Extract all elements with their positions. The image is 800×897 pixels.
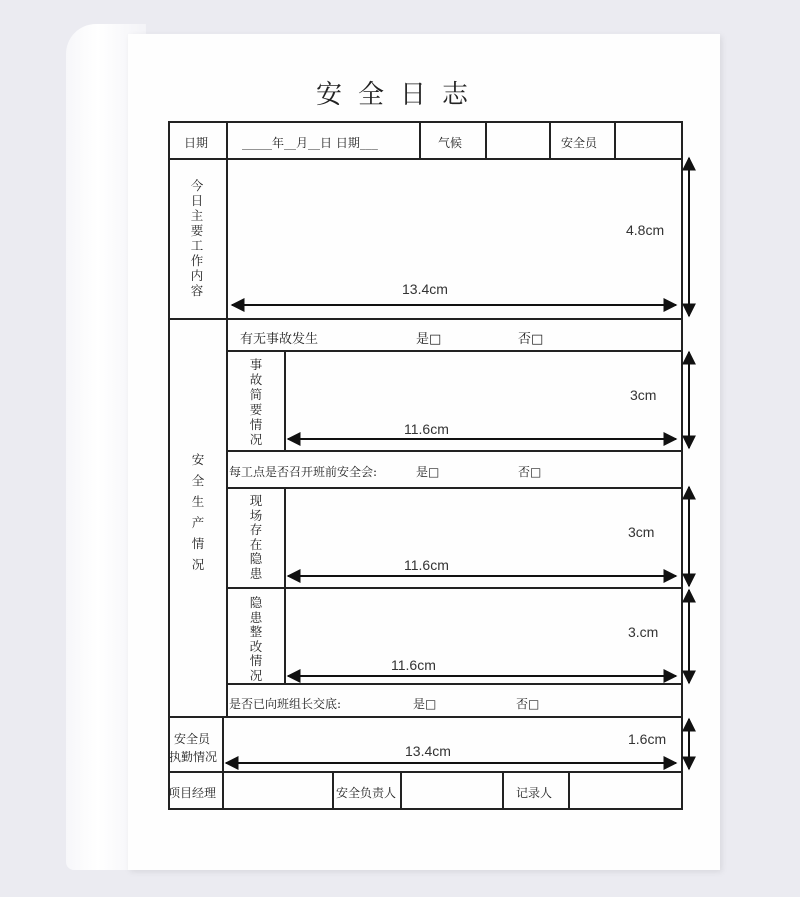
safety-officer-label: 安全员 [561,136,598,150]
accident-summary-height: 3cm [630,387,657,403]
work-content-label: 今日主要工作内容 [190,178,204,298]
accident-yes-checkbox[interactable]: 是□ [416,332,442,347]
briefing-question: 是否已向班组长交底: [229,697,342,711]
officer-duty-label-2: 执勤情况 [169,750,218,764]
page-title: 安全日志 [315,80,484,110]
hazards-label: 现场存在隐患 [249,493,263,581]
project-manager-label: 项目经理 [168,786,217,800]
date-field[interactable]: _____年__月__日 日期___ [242,136,378,150]
weather-label: 气候 [438,136,463,150]
meeting-no-checkbox[interactable]: 否□ [518,465,542,479]
accident-summary-label: 事故简要情况 [249,357,263,447]
recorder-label: 记录人 [516,786,553,800]
meeting-yes-checkbox[interactable]: 是□ [416,465,440,479]
safety-head-label: 安全负责人 [336,786,397,800]
rectification-width: 11.6cm [391,657,436,673]
rectification-height: 3.cm [628,624,659,640]
officer-duty-height: 1.6cm [628,731,667,747]
date-label: 日期 [184,136,209,150]
accident-summary-width: 11.6cm [404,421,449,437]
briefing-yes-checkbox[interactable]: 是□ [413,697,437,711]
hazards-width: 11.6cm [404,557,449,573]
work-content-width: 13.4cm [402,281,448,297]
work-content-height: 4.8cm [626,222,665,238]
accident-no-checkbox[interactable]: 否□ [518,332,544,347]
rectification-label: 隐患整改情况 [249,595,263,683]
safety-production-label: 安全生产情况 [191,452,205,572]
briefing-no-checkbox[interactable]: 否□ [516,697,540,711]
pre-shift-meeting-question: 每工点是否召开班前安全会: [229,465,378,479]
accident-question: 有无事故发生 [240,332,319,347]
officer-duty-label-1: 安全员 [174,732,211,746]
hazards-height: 3cm [628,524,655,540]
officer-duty-width: 13.4cm [405,743,451,759]
